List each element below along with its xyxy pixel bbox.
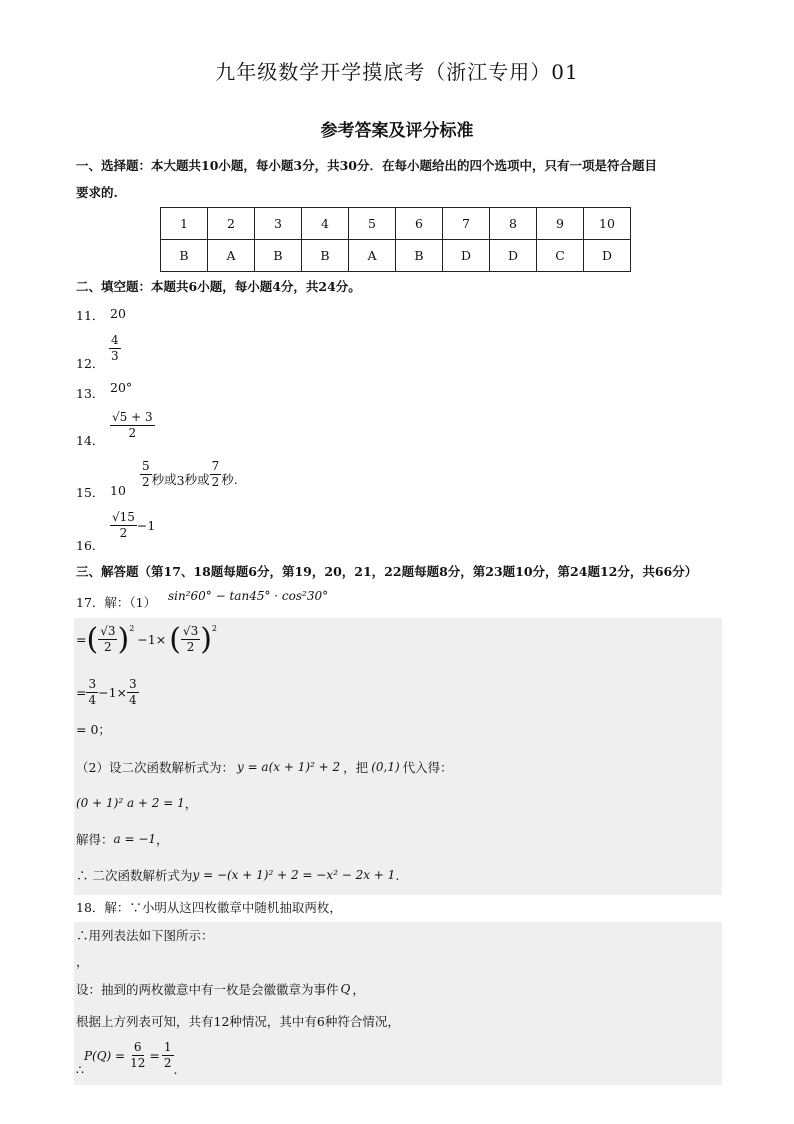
q11-answer: 20 — [110, 306, 126, 321]
q18-line4b: ， — [352, 982, 365, 997]
answer-table-number-row — [161, 208, 631, 240]
q18-line4a: 设：抽到的两枚徽意中有一枚是会徽徽章为事件 — [76, 982, 339, 997]
q18-f1-den: 12 — [130, 1056, 146, 1070]
q16-label: 16． — [76, 538, 105, 553]
table-cell: A — [208, 240, 255, 272]
q17-p2-equation — [76, 794, 197, 812]
q15-b: 3 — [176, 473, 185, 488]
table-cell: 2 — [208, 208, 255, 240]
table-cell: 6 — [396, 208, 443, 240]
q12-numerator: 4 — [111, 333, 119, 347]
q17-step2 — [76, 677, 139, 708]
table-cell: 5 — [349, 208, 396, 240]
table-cell: 9 — [537, 208, 584, 240]
q15-t1: 秒或 — [151, 472, 177, 487]
table-cell: B — [255, 240, 302, 272]
q15-a: 10 — [110, 483, 126, 498]
q15-f2-num: 7 — [211, 459, 220, 473]
q18-line1: 18．解：∵小明从这四枚徽章中随机抽取两枚， — [76, 900, 342, 915]
table-cell: 4 — [302, 208, 349, 240]
q17-solve-label: 解得： — [76, 832, 114, 847]
q18-line2: ∴用列表法如下图所示： — [76, 928, 214, 943]
q17-step1-mid: −1× — [137, 632, 167, 647]
q17-p2-eq: (0 + 1)² a + 2 = 1 — [76, 796, 185, 810]
paren-close: ) — [200, 621, 212, 657]
q17-p2-head: （2）设二次函数解析式为： — [76, 760, 234, 775]
q17-p2-point: (0,1) — [371, 760, 400, 774]
q15-label: 15． — [76, 485, 105, 500]
q17-step2-den-b: 4 — [129, 693, 137, 707]
table-cell: 7 — [443, 208, 490, 240]
paren-open: ( — [86, 621, 99, 657]
q17-step3 — [76, 720, 111, 738]
q17-step2-num-a: 3 — [88, 677, 97, 691]
table-cell: 1 — [161, 208, 208, 240]
q17-part2-line — [76, 758, 453, 776]
q17-step1-den-a: 2 — [104, 640, 112, 654]
section2-heading: 二、填空题：本题共6小题，每小题4分，共24分。 — [76, 279, 361, 294]
q17-step2-den-a: 4 — [88, 693, 97, 707]
q17-concl-dot: . — [395, 867, 400, 883]
q17-step1-num-b: √3 — [182, 624, 199, 638]
q18-f1-num: 6 — [133, 1040, 142, 1054]
table-cell: D — [490, 240, 537, 272]
q12-label: 12． — [76, 356, 105, 371]
q18-f2-num: 1 — [163, 1040, 172, 1054]
q17-heading: 17．解：（1） — [76, 595, 157, 610]
table-cell: 3 — [255, 208, 302, 240]
q18-dot: . — [173, 1062, 178, 1077]
q18-line4 — [76, 980, 365, 998]
q15-f1-num: 5 — [142, 459, 150, 473]
q15-f2-den: 2 — [211, 475, 220, 489]
q18-line6 — [76, 1040, 178, 1077]
table-cell: A — [349, 240, 396, 272]
q17-p2-mid: ，把 — [343, 760, 369, 775]
q18-f2-den: 2 — [163, 1056, 172, 1070]
q15-f1-den: 2 — [142, 475, 150, 489]
q17-concl-label: ∴ 二次函数解析式为 — [76, 868, 193, 883]
q14-denominator: 2 — [128, 426, 137, 440]
q17-step3-semi: ； — [98, 722, 111, 737]
q17-step2-num-b: 3 — [129, 677, 137, 691]
section1-heading-line2: 要求的. — [76, 185, 118, 200]
q17-step1-num-a: √3 — [100, 624, 116, 638]
q18-line5: 根据上方列表可知，共有12种情况，其中有6种符合情况， — [76, 1014, 400, 1029]
q16-rest: −1 — [136, 518, 156, 533]
q16-expression — [110, 510, 155, 541]
q14-label: 14． — [76, 433, 105, 448]
q12-fraction — [109, 333, 121, 364]
section1-heading-line1: 一、选择题：本大题共10小题，每小题3分，共30分．在每小题给出的四个选项中，只有一项是符合题目 — [76, 158, 657, 173]
q17-solve — [76, 830, 169, 848]
q14-fraction — [110, 410, 155, 441]
q17-solve-comma: ， — [156, 832, 169, 847]
table-cell: B — [396, 240, 443, 272]
table-cell: D — [584, 240, 631, 272]
q15-t2: 秒或 — [184, 472, 210, 487]
q17-shaded-block — [74, 618, 722, 895]
q16-denominator: 2 — [119, 526, 128, 540]
q16-numerator: √15 — [112, 510, 135, 524]
answer-table-answer-row — [161, 240, 631, 272]
q17-p2-tail: 代入得： — [402, 760, 453, 775]
page-title: 九年级数学开学摸底考（浙江专用）01 — [215, 60, 579, 84]
q12-denominator: 3 — [111, 349, 119, 363]
q17-solve-expr: a = −1 — [113, 832, 157, 846]
q17-step1: = ( $\frac{√3}{2}$ ) $^2$ −1× ( $\frac{√3}{2}$ ) $^2$ — [76, 621, 218, 657]
q17-expression: sin²60° − tan45° · cos²30° — [168, 589, 329, 603]
q15-t3: 秒. — [221, 472, 238, 487]
q18-event-q: Q — [340, 982, 351, 996]
table-cell: D — [443, 240, 490, 272]
q17-p2-expr: y = a(x + 1)² + 2 — [236, 760, 341, 774]
table-cell: B — [161, 240, 208, 272]
q18-therefore: ∴ — [76, 1062, 84, 1077]
q13-label: 13． — [76, 386, 105, 401]
paren-close: ) — [117, 621, 130, 657]
answer-table — [160, 207, 631, 272]
q18-eq: = — [149, 1048, 160, 1063]
q17-conclusion — [76, 866, 399, 884]
page-subtitle: 参考答案及评分标准 — [320, 121, 474, 141]
q17-concl-expr: y = −(x + 1)² + 2 = −x² − 2x + 1 — [192, 868, 396, 882]
q13-answer: 20° — [110, 380, 133, 395]
q14-numerator: √5 + 3 — [112, 410, 153, 424]
q17-step2-mid: −1× — [98, 685, 128, 700]
q17-step3-expr: = 0 — [76, 722, 99, 737]
q11-label: 11． — [76, 308, 105, 323]
q18-line3: ， — [76, 954, 89, 969]
q18-probability — [84, 1040, 174, 1071]
section3-heading: 三、解答题（第17、18题每题6分，第19，20，21，22题每题8分，第23题10分，第24题12分，共66分） — [76, 564, 698, 579]
paren-open: ( — [169, 621, 181, 657]
table-cell: B — [302, 240, 349, 272]
q17-step2-eq: = — [76, 685, 87, 700]
q17-p2-comma: ， — [184, 796, 198, 811]
table-cell: C — [537, 240, 584, 272]
q15-expression — [140, 459, 238, 490]
table-cell: 8 — [490, 208, 537, 240]
q18-prob-expr: P(Q) = — [83, 1048, 126, 1063]
q17-step1-den-b: 2 — [186, 640, 195, 654]
table-cell: 10 — [584, 208, 631, 240]
q17-step1-eq: = — [76, 632, 87, 647]
